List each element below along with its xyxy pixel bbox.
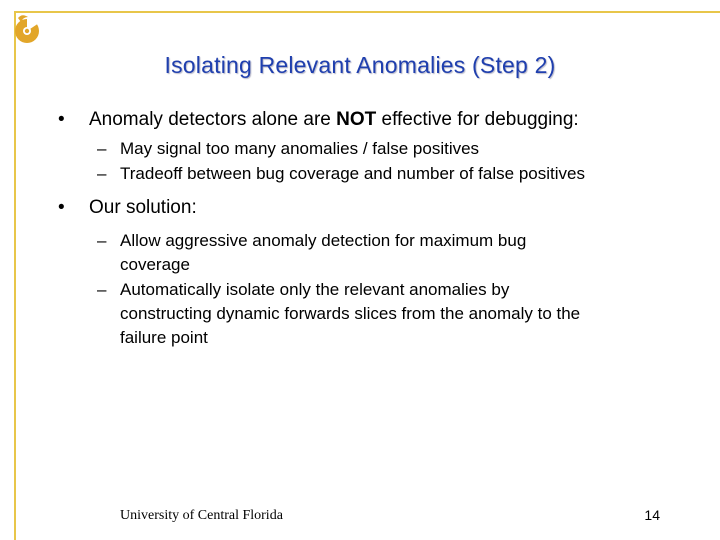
sub-bullet-item bbox=[58, 278, 698, 350]
sub-bullet-item bbox=[58, 229, 698, 277]
sub-bullet-item bbox=[58, 162, 698, 186]
frame-top-border bbox=[14, 11, 720, 13]
sub-bullet-text: May signal too many anomalies / false positives bbox=[120, 139, 480, 158]
bullet-marker: • bbox=[58, 197, 65, 218]
footer-organization: University of Central Florida bbox=[120, 508, 283, 523]
bullet-text: effective for debugging: bbox=[376, 109, 579, 130]
bullet-text: Our solution: bbox=[89, 197, 197, 218]
bullet-text: Anomaly detectors alone are bbox=[89, 109, 337, 130]
slide-content bbox=[58, 108, 698, 350]
dash-marker: – bbox=[97, 280, 107, 299]
dash-marker: – bbox=[97, 231, 107, 250]
slide-title: Isolating Relevant Anomalies (Step 2) bbox=[164, 52, 556, 78]
sub-bullet-item bbox=[58, 137, 698, 161]
sub-bullet-text: Tradeoff between bug coverage and number of false positives bbox=[120, 164, 585, 183]
sub-bullet-text-line: failure point bbox=[120, 328, 208, 347]
sub-bullet-text-line: Allow aggressive anomaly detection for maximum bug bbox=[120, 231, 527, 250]
sub-bullet-text-line: Automatically isolate only the relevant anomalies by bbox=[120, 280, 510, 299]
bullet-item bbox=[58, 196, 698, 220]
sub-bullet-text-line: coverage bbox=[120, 255, 190, 274]
bullet-marker: • bbox=[58, 109, 65, 130]
sub-bullet-text-line: constructing dynamic forwards slices from the anomaly to the bbox=[120, 304, 581, 323]
dash-marker: – bbox=[97, 139, 107, 158]
university-logo-icon bbox=[12, 14, 42, 46]
dash-marker: – bbox=[97, 164, 107, 183]
bullet-item bbox=[58, 108, 698, 132]
bullet-text-bold: NOT bbox=[336, 109, 377, 130]
frame-left-border bbox=[14, 11, 16, 540]
slide-number: 14 bbox=[644, 507, 660, 523]
